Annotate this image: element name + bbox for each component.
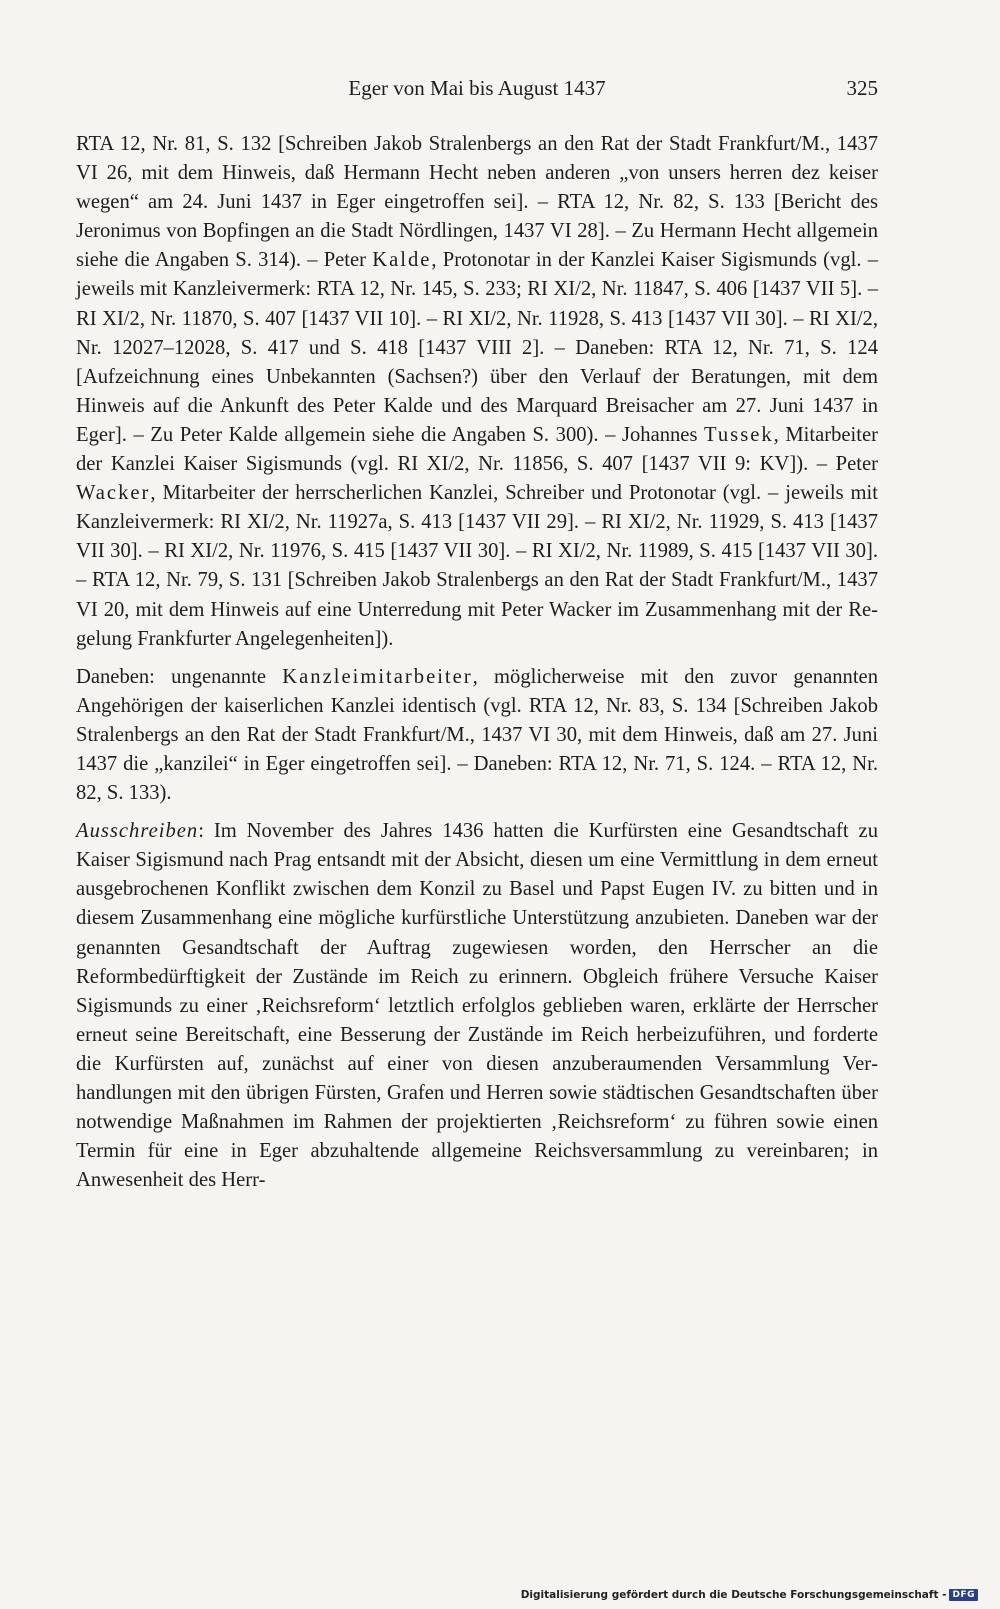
text-run: Daneben: ungenannte bbox=[76, 665, 283, 688]
text-run: , Mitarbeiter der Kanzlei Kaiser Sigismunds (vgl. RI XI/2, Nr. 11856, S. 407 [1437 VII 9: KV]). – Peter bbox=[76, 423, 878, 476]
paragraph-footnote-list bbox=[76, 130, 878, 654]
section-lead-italic: Ausschreiben bbox=[76, 820, 199, 843]
text-run: , Mitarbeiter der herrscherlichen Kanzlei, Schreiber und Protonotar (vgl. – jeweils mit Kanzleivermerk: RI XI/2, Nr. 11927a, S. 413 [1437 VII 29]. – RI XI/2, Nr. 11929, S. 413 [1437 VII 30]. – RI XI/2, Nr. 11976, S. 415 [1437 VII 30]. – RI XI/2, Nr. 11989, S. 415 [1437 VII 30]. – RTA 12, Nr. 79, S. 131 [Schreiben Jakob Stralenbergs an den Rat der Stadt Frankfurt/M., 1437 VI 20, mit dem Hinweis auf eine Unterredung mit Peter Wacker im Zusammenhang mit der Regelung Frankfurter Angelegenheiten]). bbox=[76, 482, 878, 650]
running-header bbox=[76, 70, 878, 106]
text-run: RTA 12, Nr. 81, S. 132 [Schreiben Jakob Stralenbergs an den Rat der Stadt Frankfurt/M., 1437 VI 26, mit dem Hinweis, daß Hermann Hecht neben anderen „von unsers herren dez keiser wegen“ am 24. Juni 1437 in Eger eingetroffen sei]. – RTA 12, Nr. 82, S. 133 [Bericht des Jeronimus von Bopfingen an die Stadt Nördlingen, 1437 VI 28]. – Zu Hermann Hecht allgemein siehe die Angaben S. 314). – Peter bbox=[76, 133, 878, 272]
paragraph-ausschreiben bbox=[76, 817, 878, 1195]
text-run: : Im November des Jahres 1436 hatten die Kurfürsten eine Gesandtschaft zu Kaiser Sigismund nach Prag entsandt mit der Absicht, diesen um eine Vermittlung in dem erneut ausgebrochenen Konflikt zwischen dem Konzil zu Basel und Papst Eugen IV. zu bitten und in diesem Zusammenhang eine mögliche kurfürstliche Unterstützung anzubieten. Daneben war der genannten Gesandtschaft der Auftrag zugewiesen worden, den Herrscher an die Reformbedürftigkeit der Zustände im Reich zu erinnern. Obgleich frühere Versuche Kaiser Sigismunds zu einer ‚Reichsreform‘ letztlich erfolglos geblieben waren, erklärte der Herrscher erneut seine Bereitschaft, eine Besserung der Zustände im Reich herbeizuführen, und forderte die Kurfürsten auf, zunächst auf einer von diesen anzuberaumenden Versammlung Verhandlungen mit den übrigen Fürsten, Grafen und Herren sowie städtischen Gesandtschaften über notwendige Maßnahmen im Rahmen der projektierten ‚Reichsreform‘ zu führen sowie einen Termin für eine in Eger abzuhaltende allgemeine Reichsversammlung zu vereinbaren; in Anwesenheit des Herr- bbox=[76, 820, 878, 1192]
spaced-name-tussek: Tussek bbox=[704, 423, 774, 446]
credit-text: Digitalisierung gefördert durch die Deutsche Forschungsgemeinschaft - bbox=[520, 1589, 947, 1601]
digitization-credit bbox=[521, 1589, 978, 1601]
body-text bbox=[76, 130, 878, 1195]
paragraph-daneben bbox=[76, 663, 878, 808]
spaced-name-wacker: Wacker bbox=[76, 482, 151, 505]
text-run: , Protonotar in der Kanzlei Kaiser Sigismunds (vgl. – jeweils mit Kanzleivermerk: RTA 12, Nr. 145, S. 233; RI XI/2, Nr. 11847, S. 406 [1437 VII 5]. – RI XI/2, Nr. 11870, S. 407 [1437 VII 10]. – RI XI/2, Nr. 11928, S. 413 [1437 VII 30]. – RI XI/2, Nr. 12027–12028, S. 417 und S. 418 [1437 VIII 2]. – Daneben: RTA 12, Nr. 71, S. 124 [Aufzeichnung eines Unbekannten (Sachsen?) über den Verlauf der Beratungen, mit dem Hinweis auf die Ankunft des Peter Kalde und des Marquard Breisacher am 27. Juni 1437 in Eger]. – Zu Peter Kalde allgemein siehe die Angaben S. 300). – Johannes bbox=[76, 249, 878, 446]
text-run: , möglicherweise mit den zuvor genannten Angehörigen der kaiserlichen Kanzlei identisch (vgl. RTA 12, Nr. 83, S. 134 [Schreiben Jakob Stralenbergs an den Rat der Stadt Frankfurt/M., 1437 VI 30, mit dem Hinweis, daß am 27. Juni 1437 die „kanzilei“ in Eger eingetroffen sei]. – Daneben: RTA 12, Nr. 71, S. 124. – RTA 12, Nr. 82, S. 133). bbox=[76, 665, 878, 805]
page-number: 325 bbox=[846, 76, 878, 100]
spaced-term-kanzleimitarbeiter: Kanzleimitarbeiter bbox=[282, 665, 473, 688]
running-title: Eger von Mai bis August 1437 bbox=[348, 76, 606, 100]
dfg-logo: DFG bbox=[949, 1589, 978, 1601]
spaced-name-kalde: Kalde bbox=[372, 249, 432, 272]
